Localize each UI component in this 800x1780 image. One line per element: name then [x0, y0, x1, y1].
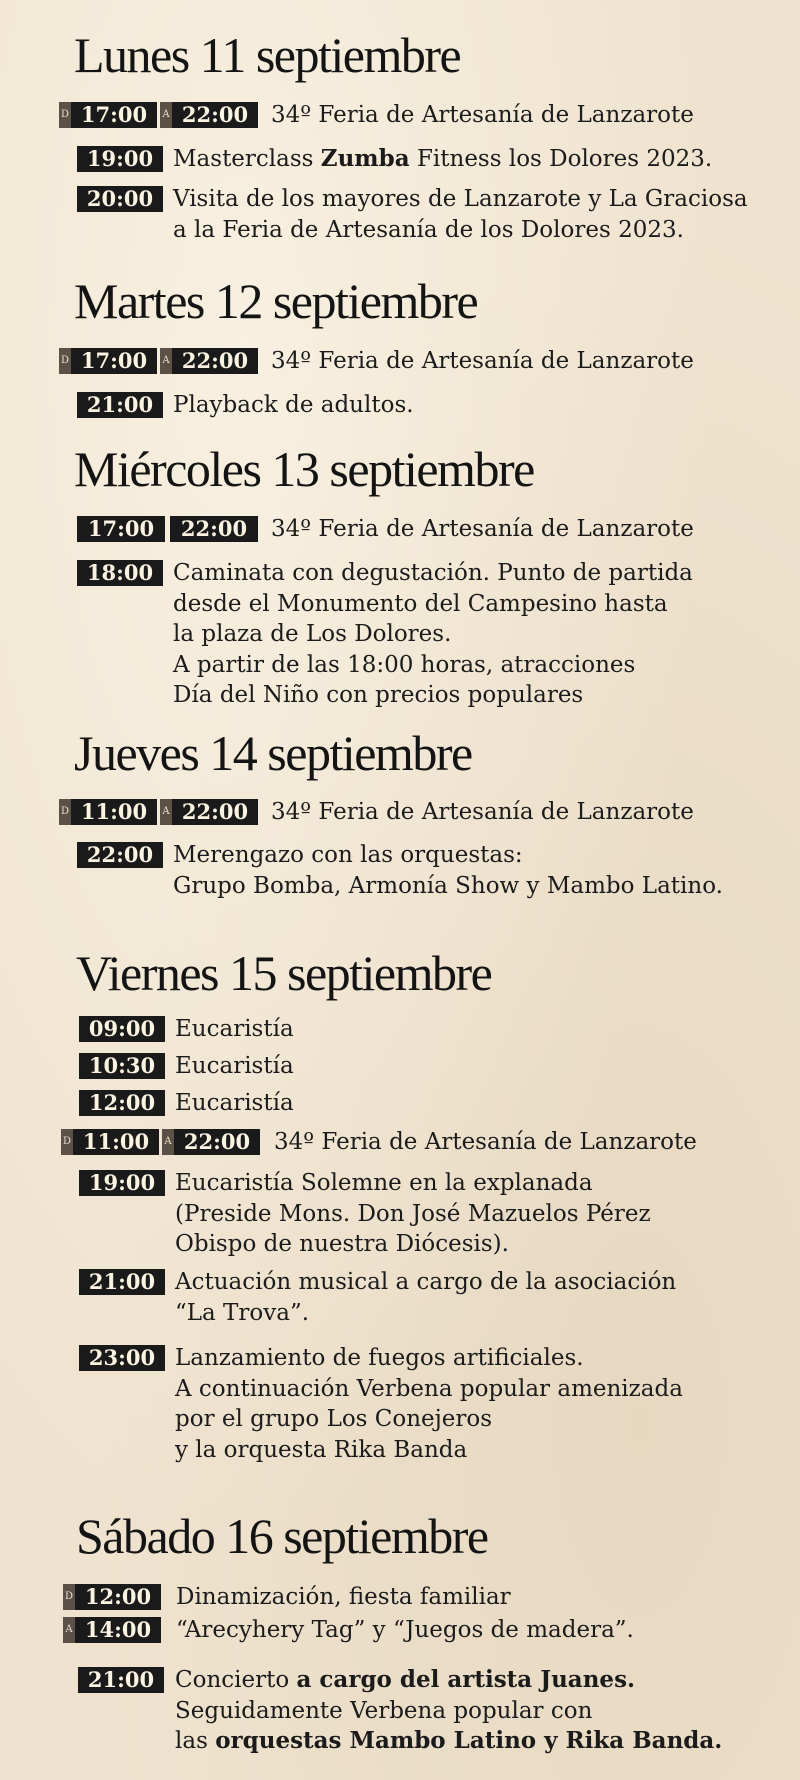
event-text-bold: orquestas Mambo Latino y Rika Banda.: [215, 1727, 723, 1754]
event-text: Dinamización, fiesta familiar: [176, 1584, 511, 1610]
end-time: 22:00: [172, 102, 258, 128]
event-text: Playback de adultos.: [173, 392, 414, 418]
event-line: Grupo Bomba, Armonía Show y Mambo Latino.: [173, 872, 723, 899]
event-text-block: [175, 1168, 651, 1260]
event-text-block: [173, 184, 748, 245]
event-line: “La Trova”.: [175, 1299, 310, 1326]
event-text-part: Masterclass: [173, 146, 321, 172]
event-time: 12:00: [79, 1090, 165, 1116]
start-time: 11:00: [73, 1129, 159, 1155]
event-row: [0, 1582, 800, 1614]
event-line: por el grupo Los Conejeros: [175, 1406, 493, 1432]
end-time: 14:00: [75, 1617, 161, 1643]
event-row: [0, 1051, 800, 1083]
event-line: Día del Niño con precios populares: [173, 682, 584, 708]
event-text: 34º Feria de Artesanía de Lanzarote: [274, 1129, 697, 1155]
event-text-bold: a cargo del artista Juanes.: [296, 1666, 636, 1693]
event-line: Eucaristía Solemne en la explanada: [175, 1170, 593, 1196]
event-text: Eucaristía: [175, 1090, 294, 1116]
start-time: 17:00: [77, 516, 165, 542]
event-text-part: las: [175, 1728, 216, 1754]
event-line: [175, 1665, 722, 1696]
event-text: 34º Feria de Artesanía de Lanzarote: [271, 102, 694, 128]
day-title-martes: Martes 12 septiembre: [74, 273, 478, 329]
end-marker: A: [162, 1129, 174, 1155]
event-line: Lanzamiento de fuegos artificiales.: [175, 1345, 584, 1371]
event-time: 21:00: [79, 1269, 165, 1295]
end-marker: A: [160, 348, 172, 374]
event-row: [0, 144, 800, 176]
start-marker: D: [61, 1129, 73, 1155]
event-time: 20:00: [77, 186, 163, 212]
end-marker: A: [160, 799, 172, 825]
day-title-miercoles: Miércoles 13 septiembre: [74, 441, 534, 497]
event-text: “Arecyhery Tag” y “Juegos de madera”.: [176, 1617, 634, 1643]
event-line: Caminata con degustación. Punto de partida: [173, 560, 693, 586]
start-marker: D: [59, 348, 71, 374]
event-row-feria-martes: [0, 346, 800, 378]
event-line: y la orquesta Rika Banda: [175, 1436, 468, 1463]
event-line: Actuación musical a cargo de la asociación: [175, 1269, 677, 1295]
event-line: A partir de las 18:00 horas, atracciones: [173, 651, 636, 678]
event-text: 34º Feria de Artesanía de Lanzarote: [271, 799, 694, 825]
event-row: [0, 1615, 800, 1647]
event-line: Seguidamente Verbena popular con: [175, 1697, 593, 1724]
event-text-block: [173, 840, 723, 901]
start-marker: D: [63, 1584, 75, 1610]
event-text: Eucaristía: [175, 1053, 294, 1079]
event-time: 21:00: [77, 392, 163, 418]
event-line: [175, 1726, 722, 1757]
event-time: 09:00: [79, 1016, 165, 1042]
day-title-lunes: Lunes 11 septiembre: [74, 27, 461, 83]
event-time: 10:30: [79, 1053, 165, 1079]
event-row: [0, 390, 800, 422]
event-text-part: Fitness los Dolores 2023.: [409, 146, 713, 172]
start-time: 17:00: [71, 348, 157, 374]
event-time: 19:00: [77, 146, 163, 172]
event-text: [173, 144, 712, 174]
event-text-block: [173, 558, 693, 711]
start-time: 17:00: [71, 102, 157, 128]
event-text: 34º Feria de Artesanía de Lanzarote: [271, 516, 694, 542]
event-time: 18:00: [77, 560, 163, 586]
event-line: Obispo de nuestra Diócesis).: [175, 1231, 509, 1257]
event-time: 23:00: [79, 1345, 165, 1371]
event-line: a la Feria de Artesanía de los Dolores 2023.: [173, 216, 684, 243]
event-line: desde el Monumento del Campesino hasta: [173, 590, 668, 617]
event-row-feria-miercoles: [0, 514, 800, 546]
end-marker: A: [63, 1617, 75, 1643]
end-marker: A: [160, 102, 172, 128]
end-time: 22:00: [172, 348, 258, 374]
event-text: Eucaristía: [175, 1016, 294, 1042]
event-text-bold: Zumba: [320, 145, 410, 172]
event-row-feria-jueves: [0, 797, 800, 829]
event-line: la plaza de Los Dolores.: [173, 621, 452, 647]
start-marker: D: [59, 799, 71, 825]
end-time: 22:00: [170, 516, 258, 542]
start-marker: D: [59, 102, 71, 128]
day-title-sabado: Sábado 16 septiembre: [76, 1508, 488, 1564]
day-title-jueves: Jueves 14 septiembre: [74, 725, 472, 781]
start-time: 12:00: [75, 1584, 161, 1610]
event-line: Merengazo con las orquestas:: [173, 842, 523, 868]
event-line: (Preside Mons. Don José Mazuelos Pérez: [175, 1200, 651, 1227]
event-line: A continuación Verbena popular amenizada: [175, 1375, 683, 1402]
day-title-viernes: Viernes 15 septiembre: [76, 945, 492, 1001]
event-text: 34º Feria de Artesanía de Lanzarote: [271, 348, 694, 374]
event-row: [0, 1088, 800, 1120]
event-time: 21:00: [78, 1667, 164, 1693]
event-row-feria-lunes: [0, 100, 800, 132]
event-row-feria-viernes: [0, 1127, 800, 1159]
event-text-block: [175, 1665, 722, 1757]
event-text-block: [175, 1267, 676, 1328]
event-line: Visita de los mayores de Lanzarote y La Graciosa: [173, 186, 748, 212]
end-time: 22:00: [172, 799, 258, 825]
event-time: 19:00: [79, 1170, 165, 1196]
event-text-part: Concierto: [175, 1667, 297, 1693]
event-text-block: [175, 1343, 683, 1465]
event-row: [0, 1014, 800, 1046]
start-time: 11:00: [71, 799, 157, 825]
end-time: 22:00: [174, 1129, 260, 1155]
event-time: 22:00: [77, 842, 163, 868]
